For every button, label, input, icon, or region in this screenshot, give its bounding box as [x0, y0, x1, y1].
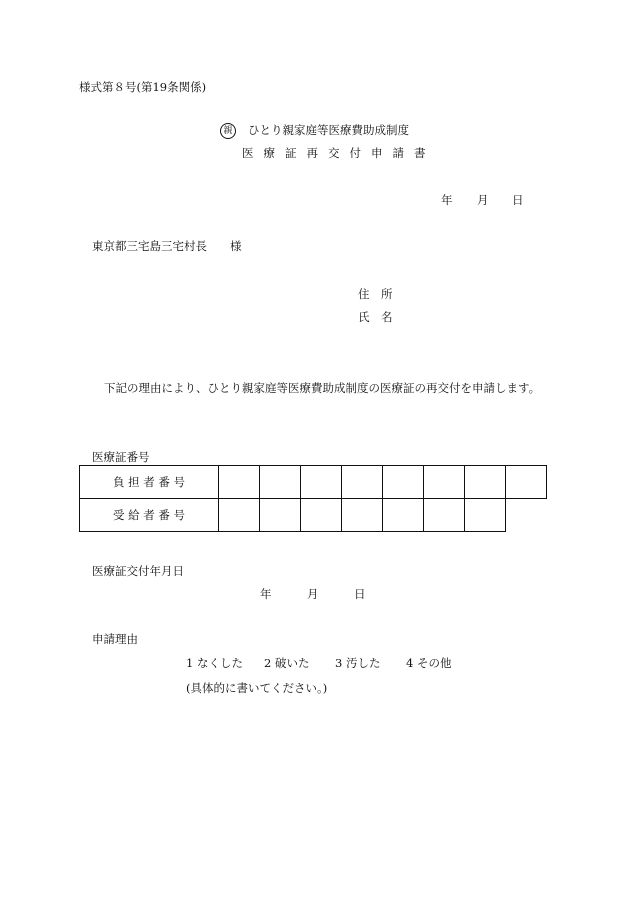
body-text: 下記の理由により、ひとり親家庭等医療費助成制度の医療証の再交付を申請します。: [104, 381, 541, 395]
title-text: ひとり親家庭等医療費助成制度: [248, 123, 409, 137]
addressee: 東京都三宅島三宅村長 様: [92, 239, 242, 253]
digit-cell[interactable]: [465, 499, 506, 532]
number-section-title: 医療証番号: [92, 450, 150, 464]
digit-cell[interactable]: [342, 499, 383, 532]
digit-cell[interactable]: [301, 466, 342, 499]
date-year: 年: [441, 193, 453, 207]
circle-mark: 親: [220, 123, 236, 139]
form-number: 様式第８号(第19条関係): [79, 80, 207, 94]
digit-cell[interactable]: [424, 499, 465, 532]
title-line2: 医療証再交付申請書: [242, 146, 436, 160]
name-label: 氏 名: [358, 310, 393, 324]
digit-cell[interactable]: [465, 466, 506, 499]
reason-note: (具体的に書いてください。): [186, 681, 328, 695]
recipient-row: [80, 499, 547, 532]
issue-year: 年: [260, 587, 272, 601]
burden-row: [80, 466, 547, 499]
date-month: 月: [477, 193, 489, 207]
digit-cell[interactable]: [424, 466, 465, 499]
digit-cell[interactable]: [260, 499, 301, 532]
issue-day: 日: [354, 587, 366, 601]
digit-cell[interactable]: [260, 466, 301, 499]
reason-option-3[interactable]: 3 汚した: [335, 656, 381, 670]
address-label: 住 所: [358, 287, 393, 301]
blank-cell: [506, 499, 547, 532]
date-day: 日: [512, 193, 524, 207]
burden-label: 負 担 者 番 号: [80, 466, 219, 499]
recipient-label: 受 給 者 番 号: [80, 499, 219, 532]
digit-cell[interactable]: [301, 499, 342, 532]
digit-cell[interactable]: [219, 499, 260, 532]
issue-date-title: 医療証交付年月日: [92, 564, 184, 578]
digit-cell[interactable]: [383, 466, 424, 499]
reason-title: 申請理由: [92, 632, 138, 646]
digit-cell[interactable]: [506, 466, 547, 499]
reason-option-4[interactable]: 4 その他: [406, 656, 452, 670]
digit-cell[interactable]: [383, 499, 424, 532]
reason-option-1[interactable]: 1 なくした: [186, 656, 243, 670]
issue-month: 月: [307, 587, 319, 601]
digit-cell[interactable]: [219, 466, 260, 499]
reason-option-2[interactable]: 2 破いた: [264, 656, 310, 670]
number-table: [79, 465, 547, 532]
title-line1: [220, 123, 409, 139]
digit-cell[interactable]: [342, 466, 383, 499]
